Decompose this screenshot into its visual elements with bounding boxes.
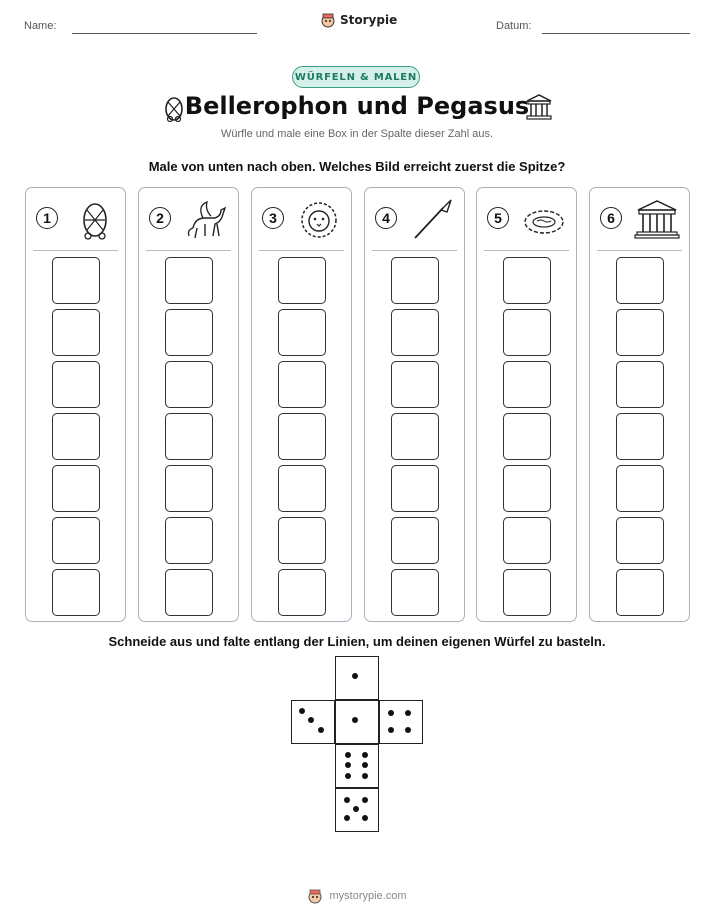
- color-box[interactable]: [278, 257, 326, 304]
- brand-logo: [320, 12, 397, 28]
- color-box[interactable]: [503, 569, 551, 616]
- dice-pip: [362, 797, 368, 803]
- color-box[interactable]: [52, 569, 100, 616]
- page-title: Bellerophon und Pegasus: [184, 92, 530, 120]
- color-box[interactable]: [391, 517, 439, 564]
- color-box[interactable]: [391, 413, 439, 460]
- column-divider: [484, 250, 569, 251]
- dice-pip: [345, 762, 351, 768]
- dice-pip: [388, 727, 394, 733]
- dice-pip: [352, 673, 358, 679]
- color-box[interactable]: [165, 517, 213, 564]
- color-box[interactable]: [503, 361, 551, 408]
- dice-pip: [362, 815, 368, 821]
- dice-pip: [388, 710, 394, 716]
- column-divider: [146, 250, 231, 251]
- dice-pip: [362, 762, 368, 768]
- dice-pip: [362, 773, 368, 779]
- dice-pip: [405, 710, 411, 716]
- temple-icon: [634, 198, 680, 242]
- color-box[interactable]: [391, 569, 439, 616]
- column-3: [251, 187, 352, 622]
- dice-pip: [353, 806, 359, 812]
- color-box[interactable]: [278, 309, 326, 356]
- color-box[interactable]: [52, 309, 100, 356]
- date-label: Datum:: [496, 20, 532, 32]
- dice-pip: [405, 727, 411, 733]
- dice-pip: [345, 773, 351, 779]
- column-5: [476, 187, 577, 622]
- footer-url: mystorypie.com: [329, 890, 407, 902]
- dice-pip: [344, 815, 350, 821]
- column-number: 4: [375, 207, 397, 229]
- footer: [0, 888, 714, 904]
- color-box[interactable]: [503, 517, 551, 564]
- name-label: Name:: [24, 20, 57, 32]
- dice-pip: [308, 717, 314, 723]
- dice-pip: [352, 717, 358, 723]
- dice-face: [335, 656, 379, 700]
- dice-face: [335, 788, 379, 832]
- lion-icon: [296, 198, 342, 242]
- dice-face: [291, 700, 335, 744]
- color-box[interactable]: [391, 309, 439, 356]
- color-box[interactable]: [503, 413, 551, 460]
- name-line: [72, 33, 257, 34]
- column-divider: [33, 250, 118, 251]
- color-box[interactable]: [165, 465, 213, 512]
- column-divider: [259, 250, 344, 251]
- column-6: [589, 187, 690, 622]
- column-number: 5: [487, 207, 509, 229]
- color-box[interactable]: [52, 257, 100, 304]
- dice-face: [335, 744, 379, 788]
- pegasus-icon: [183, 198, 229, 242]
- column-4: [364, 187, 465, 622]
- color-box[interactable]: [616, 465, 664, 512]
- dice-pip: [345, 752, 351, 758]
- color-box[interactable]: [503, 309, 551, 356]
- color-box[interactable]: [165, 569, 213, 616]
- temple-icon: [524, 92, 554, 122]
- column-divider: [597, 250, 682, 251]
- dice-pip: [318, 727, 324, 733]
- color-box[interactable]: [165, 361, 213, 408]
- color-box[interactable]: [391, 465, 439, 512]
- color-box[interactable]: [165, 309, 213, 356]
- column-1: [25, 187, 126, 622]
- column-number: 6: [600, 207, 622, 229]
- color-box[interactable]: [278, 413, 326, 460]
- color-box[interactable]: [278, 361, 326, 408]
- color-box[interactable]: [616, 413, 664, 460]
- activity-tag: WÜRFELN & MALEN: [292, 66, 420, 88]
- coloring-instruction: Male von unten nach oben. Welches Bild erreicht zuerst die Spitze?: [148, 159, 566, 174]
- color-box[interactable]: [616, 361, 664, 408]
- color-box[interactable]: [52, 517, 100, 564]
- color-box[interactable]: [52, 361, 100, 408]
- color-box[interactable]: [616, 309, 664, 356]
- storypie-mascot-icon: [307, 888, 323, 904]
- color-box[interactable]: [391, 361, 439, 408]
- dice-face: [335, 700, 379, 744]
- spring-pool-icon: [521, 198, 567, 242]
- dice-pip: [344, 797, 350, 803]
- color-box[interactable]: [616, 517, 664, 564]
- column-number: 1: [36, 207, 58, 229]
- color-box[interactable]: [52, 465, 100, 512]
- color-box[interactable]: [52, 413, 100, 460]
- dice-pip: [362, 752, 368, 758]
- color-box[interactable]: [278, 569, 326, 616]
- subtitle: Würfle und male eine Box in der Spalte dieser Zahl aus.: [220, 128, 494, 140]
- color-box[interactable]: [616, 569, 664, 616]
- color-box[interactable]: [503, 465, 551, 512]
- column-number: 3: [262, 207, 284, 229]
- column-2: [138, 187, 239, 622]
- cut-instruction: Schneide aus und falte entlang der Linien, um deinen eigenen Würfel zu basteln.: [108, 634, 606, 649]
- color-box[interactable]: [278, 517, 326, 564]
- bridle-icon: [70, 198, 116, 242]
- color-box[interactable]: [165, 257, 213, 304]
- dice-pip: [299, 708, 305, 714]
- color-box[interactable]: [165, 413, 213, 460]
- column-number: 2: [149, 207, 171, 229]
- dice-face: [379, 700, 423, 744]
- spear-icon: [409, 198, 455, 242]
- color-box[interactable]: [503, 257, 551, 304]
- column-divider: [372, 250, 457, 251]
- color-box[interactable]: [391, 257, 439, 304]
- brand-name: Storypie: [340, 13, 398, 27]
- color-box[interactable]: [278, 465, 326, 512]
- color-box[interactable]: [616, 257, 664, 304]
- date-line: [542, 33, 690, 34]
- storypie-mascot-icon: [320, 12, 336, 28]
